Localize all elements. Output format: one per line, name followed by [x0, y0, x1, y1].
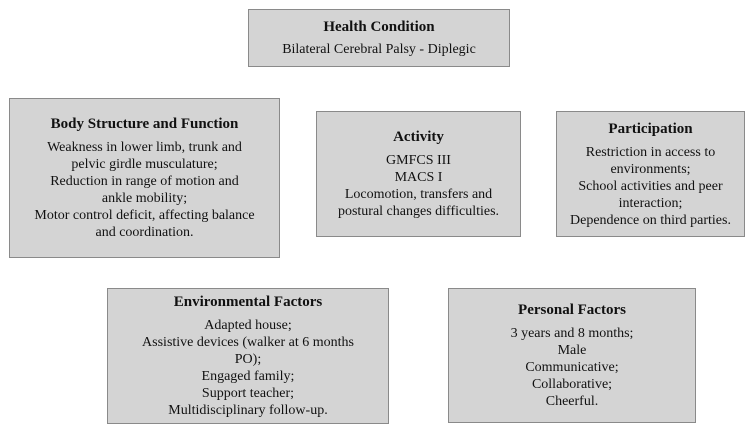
environmental-factors-line: Assistive devices (walker at 6 months [142, 335, 354, 350]
environmental-factors-line: Support teacher; [201, 386, 295, 401]
personal-factors-title: Personal Factors [518, 302, 626, 318]
environmental-factors-line: Engaged family; [201, 369, 295, 384]
environmental-factors-lines [142, 317, 354, 419]
participation-line: environments; [610, 161, 691, 177]
personal-factors-line: Cheerful. [545, 394, 599, 409]
personal-factors-line: Male [557, 343, 587, 358]
environmental-factors-line: PO); [234, 352, 262, 367]
personal-factors-line: Communicative; [525, 360, 619, 375]
activity-box [316, 111, 521, 237]
participation-line: Restriction in access to [585, 144, 716, 160]
participation-box [556, 111, 745, 237]
environmental-factors-title: Environmental Factors [173, 294, 323, 310]
body-structure-line: Motor control deficit, affecting balance [34, 208, 255, 223]
participation-title: Participation [608, 120, 693, 137]
body-structure-lines [34, 139, 254, 241]
health-condition-line: Bilateral Cerebral Palsy - Diplegic [282, 42, 476, 57]
personal-factors-box [448, 288, 696, 423]
body-structure-box [9, 98, 280, 258]
body-structure-line: and coordination. [95, 225, 194, 240]
activity-title: Activity [393, 129, 444, 145]
participation-line: interaction; [618, 195, 683, 211]
personal-factors-line: 3 years and 8 months; [510, 326, 634, 341]
activity-line: GMFCS III [386, 153, 451, 168]
activity-line: Locomotion, transfers and [344, 187, 493, 202]
health-condition-lines [282, 41, 476, 58]
body-structure-line: pelvic girdle musculature; [71, 157, 218, 172]
body-structure-line: Weakness in lower limb, trunk and [47, 140, 242, 155]
body-structure-title: Body Structure and Function [50, 116, 239, 132]
participation-lines [570, 144, 731, 229]
personal-factors-line: Collaborative; [531, 377, 613, 392]
activity-line: MACS I [394, 170, 443, 185]
health-condition-box [248, 9, 510, 67]
personal-factors-lines [511, 325, 634, 410]
activity-lines [338, 152, 499, 220]
activity-line: postural changes difficulties. [337, 204, 500, 219]
participation-line: School activities and peer [578, 178, 723, 194]
participation-line: Dependence on third parties. [570, 212, 731, 228]
environmental-factors-line: Adapted house; [204, 318, 292, 333]
environmental-factors-line: Multidisciplinary follow-up. [168, 403, 328, 418]
body-structure-line: ankle mobility; [101, 191, 188, 206]
body-structure-line: Reduction in range of motion and [50, 174, 239, 189]
environmental-factors-box [107, 288, 389, 424]
health-condition-title: Health Condition [323, 19, 435, 35]
